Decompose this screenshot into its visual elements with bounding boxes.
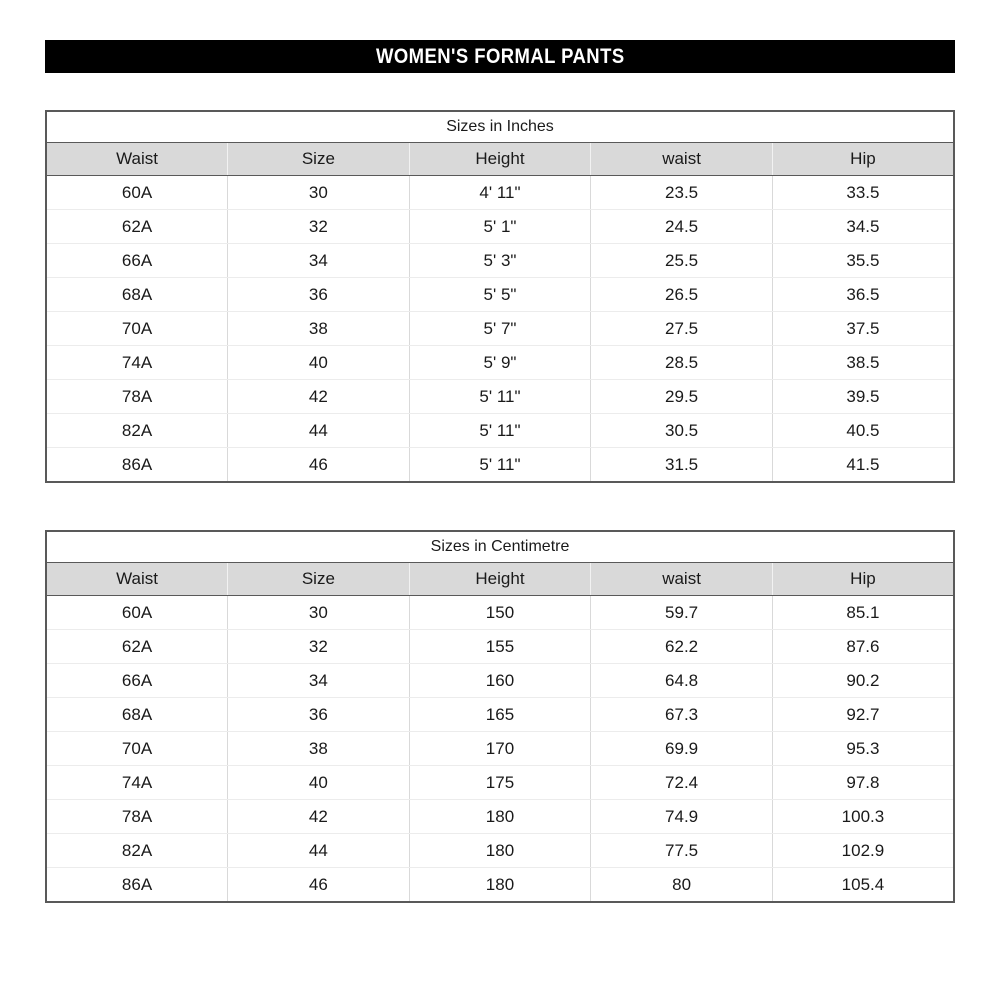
table-cell: 66A [46, 244, 228, 278]
table-row [46, 664, 954, 698]
table-cell: 60A [46, 176, 228, 210]
table-row [46, 800, 954, 834]
table-cell: 31.5 [591, 448, 773, 483]
table-cell: 60A [46, 596, 228, 630]
table-cell: 74A [46, 766, 228, 800]
table-cell: 30 [228, 596, 410, 630]
table-row [46, 766, 954, 800]
table-row [46, 244, 954, 278]
table-cell: 62A [46, 210, 228, 244]
table-cell: 87.6 [772, 630, 954, 664]
column-header: Hip [772, 563, 954, 596]
table-cell: 78A [46, 800, 228, 834]
table-cell: 165 [409, 698, 591, 732]
table-cell: 4' 11" [409, 176, 591, 210]
table-cell: 82A [46, 414, 228, 448]
table-cell: 64.8 [591, 664, 773, 698]
table-cell: 100.3 [772, 800, 954, 834]
table-row [46, 380, 954, 414]
column-header: Height [409, 563, 591, 596]
table-cell: 30 [228, 176, 410, 210]
table-cell: 102.9 [772, 834, 954, 868]
table-cell: 90.2 [772, 664, 954, 698]
table-cell: 34 [228, 664, 410, 698]
column-header: Waist [46, 563, 228, 596]
table-row [46, 176, 954, 210]
table-cell: 44 [228, 414, 410, 448]
table-cell: 46 [228, 448, 410, 483]
table-cell: 5' 3" [409, 244, 591, 278]
table-cell: 180 [409, 868, 591, 903]
table-row [46, 312, 954, 346]
table-cell: 5' 11" [409, 414, 591, 448]
column-header: Height [409, 143, 591, 176]
table-cell: 92.7 [772, 698, 954, 732]
table-cell: 5' 11" [409, 380, 591, 414]
column-header: Waist [46, 143, 228, 176]
column-header: waist [591, 563, 773, 596]
table-caption-inches: Sizes in Inches [46, 111, 954, 143]
table-cell: 85.1 [772, 596, 954, 630]
table-cell: 38 [228, 312, 410, 346]
page-title: WOMEN'S FORMAL PANTS [375, 44, 625, 68]
table-cell: 67.3 [591, 698, 773, 732]
table-cell: 29.5 [591, 380, 773, 414]
table-cell: 39.5 [772, 380, 954, 414]
table-cell: 40 [228, 766, 410, 800]
table-cell: 155 [409, 630, 591, 664]
sizes-in-centimetre-table [45, 530, 955, 903]
table-cell: 66A [46, 664, 228, 698]
table-row [46, 596, 954, 630]
table-cell: 86A [46, 868, 228, 903]
table-cell: 175 [409, 766, 591, 800]
table-cell: 70A [46, 312, 228, 346]
table-cell: 26.5 [591, 278, 773, 312]
table-row [46, 834, 954, 868]
table-caption-row [46, 111, 954, 143]
table-cell: 35.5 [772, 244, 954, 278]
table-cell: 23.5 [591, 176, 773, 210]
table-cell: 180 [409, 834, 591, 868]
table-cell: 40.5 [772, 414, 954, 448]
table-cell: 72.4 [591, 766, 773, 800]
table-cell: 32 [228, 210, 410, 244]
table-row [46, 278, 954, 312]
table-cell: 97.8 [772, 766, 954, 800]
table-row [46, 698, 954, 732]
table-cell: 170 [409, 732, 591, 766]
table-cell: 42 [228, 380, 410, 414]
table-cell: 34.5 [772, 210, 954, 244]
column-header: Size [228, 143, 410, 176]
table-body-centimetre [46, 596, 954, 903]
table-cell: 74.9 [591, 800, 773, 834]
table-cell: 30.5 [591, 414, 773, 448]
column-header: waist [591, 143, 773, 176]
page-title-bar [45, 40, 955, 73]
table-cell: 27.5 [591, 312, 773, 346]
table-cell: 150 [409, 596, 591, 630]
table-cell: 105.4 [772, 868, 954, 903]
table-caption-centimetre: Sizes in Centimetre [46, 531, 954, 563]
column-header: Size [228, 563, 410, 596]
table-row [46, 210, 954, 244]
table-cell: 5' 5" [409, 278, 591, 312]
table-cell: 69.9 [591, 732, 773, 766]
table-cell: 5' 1" [409, 210, 591, 244]
table-row [46, 448, 954, 483]
table-cell: 32 [228, 630, 410, 664]
table-cell: 86A [46, 448, 228, 483]
table-cell: 42 [228, 800, 410, 834]
table-row [46, 868, 954, 903]
table-cell: 68A [46, 698, 228, 732]
sizes-in-inches-table [45, 110, 955, 483]
table-body-inches [46, 176, 954, 483]
table-cell: 33.5 [772, 176, 954, 210]
column-header: Hip [772, 143, 954, 176]
table-cell: 5' 7" [409, 312, 591, 346]
table-row [46, 630, 954, 664]
table-cell: 36 [228, 278, 410, 312]
table-cell: 70A [46, 732, 228, 766]
table-cell: 40 [228, 346, 410, 380]
table-cell: 38 [228, 732, 410, 766]
table-header-row [46, 563, 954, 596]
table-cell: 180 [409, 800, 591, 834]
table-cell: 28.5 [591, 346, 773, 380]
table-cell: 38.5 [772, 346, 954, 380]
table-cell: 62.2 [591, 630, 773, 664]
table-cell: 95.3 [772, 732, 954, 766]
table-row [46, 732, 954, 766]
table-cell: 36 [228, 698, 410, 732]
table-row [46, 346, 954, 380]
table-cell: 37.5 [772, 312, 954, 346]
table-cell: 78A [46, 380, 228, 414]
table-header-row [46, 143, 954, 176]
table-cell: 46 [228, 868, 410, 903]
table-cell: 36.5 [772, 278, 954, 312]
table-cell: 77.5 [591, 834, 773, 868]
table-cell: 24.5 [591, 210, 773, 244]
table-cell: 74A [46, 346, 228, 380]
table-row [46, 414, 954, 448]
table-cell: 68A [46, 278, 228, 312]
table-cell: 59.7 [591, 596, 773, 630]
table-cell: 41.5 [772, 448, 954, 483]
table-cell: 5' 11" [409, 448, 591, 483]
table-cell: 80 [591, 868, 773, 903]
table-caption-row [46, 531, 954, 563]
table-cell: 160 [409, 664, 591, 698]
table-cell: 25.5 [591, 244, 773, 278]
table-cell: 62A [46, 630, 228, 664]
table-cell: 82A [46, 834, 228, 868]
table-cell: 34 [228, 244, 410, 278]
table-cell: 5' 9" [409, 346, 591, 380]
table-cell: 44 [228, 834, 410, 868]
